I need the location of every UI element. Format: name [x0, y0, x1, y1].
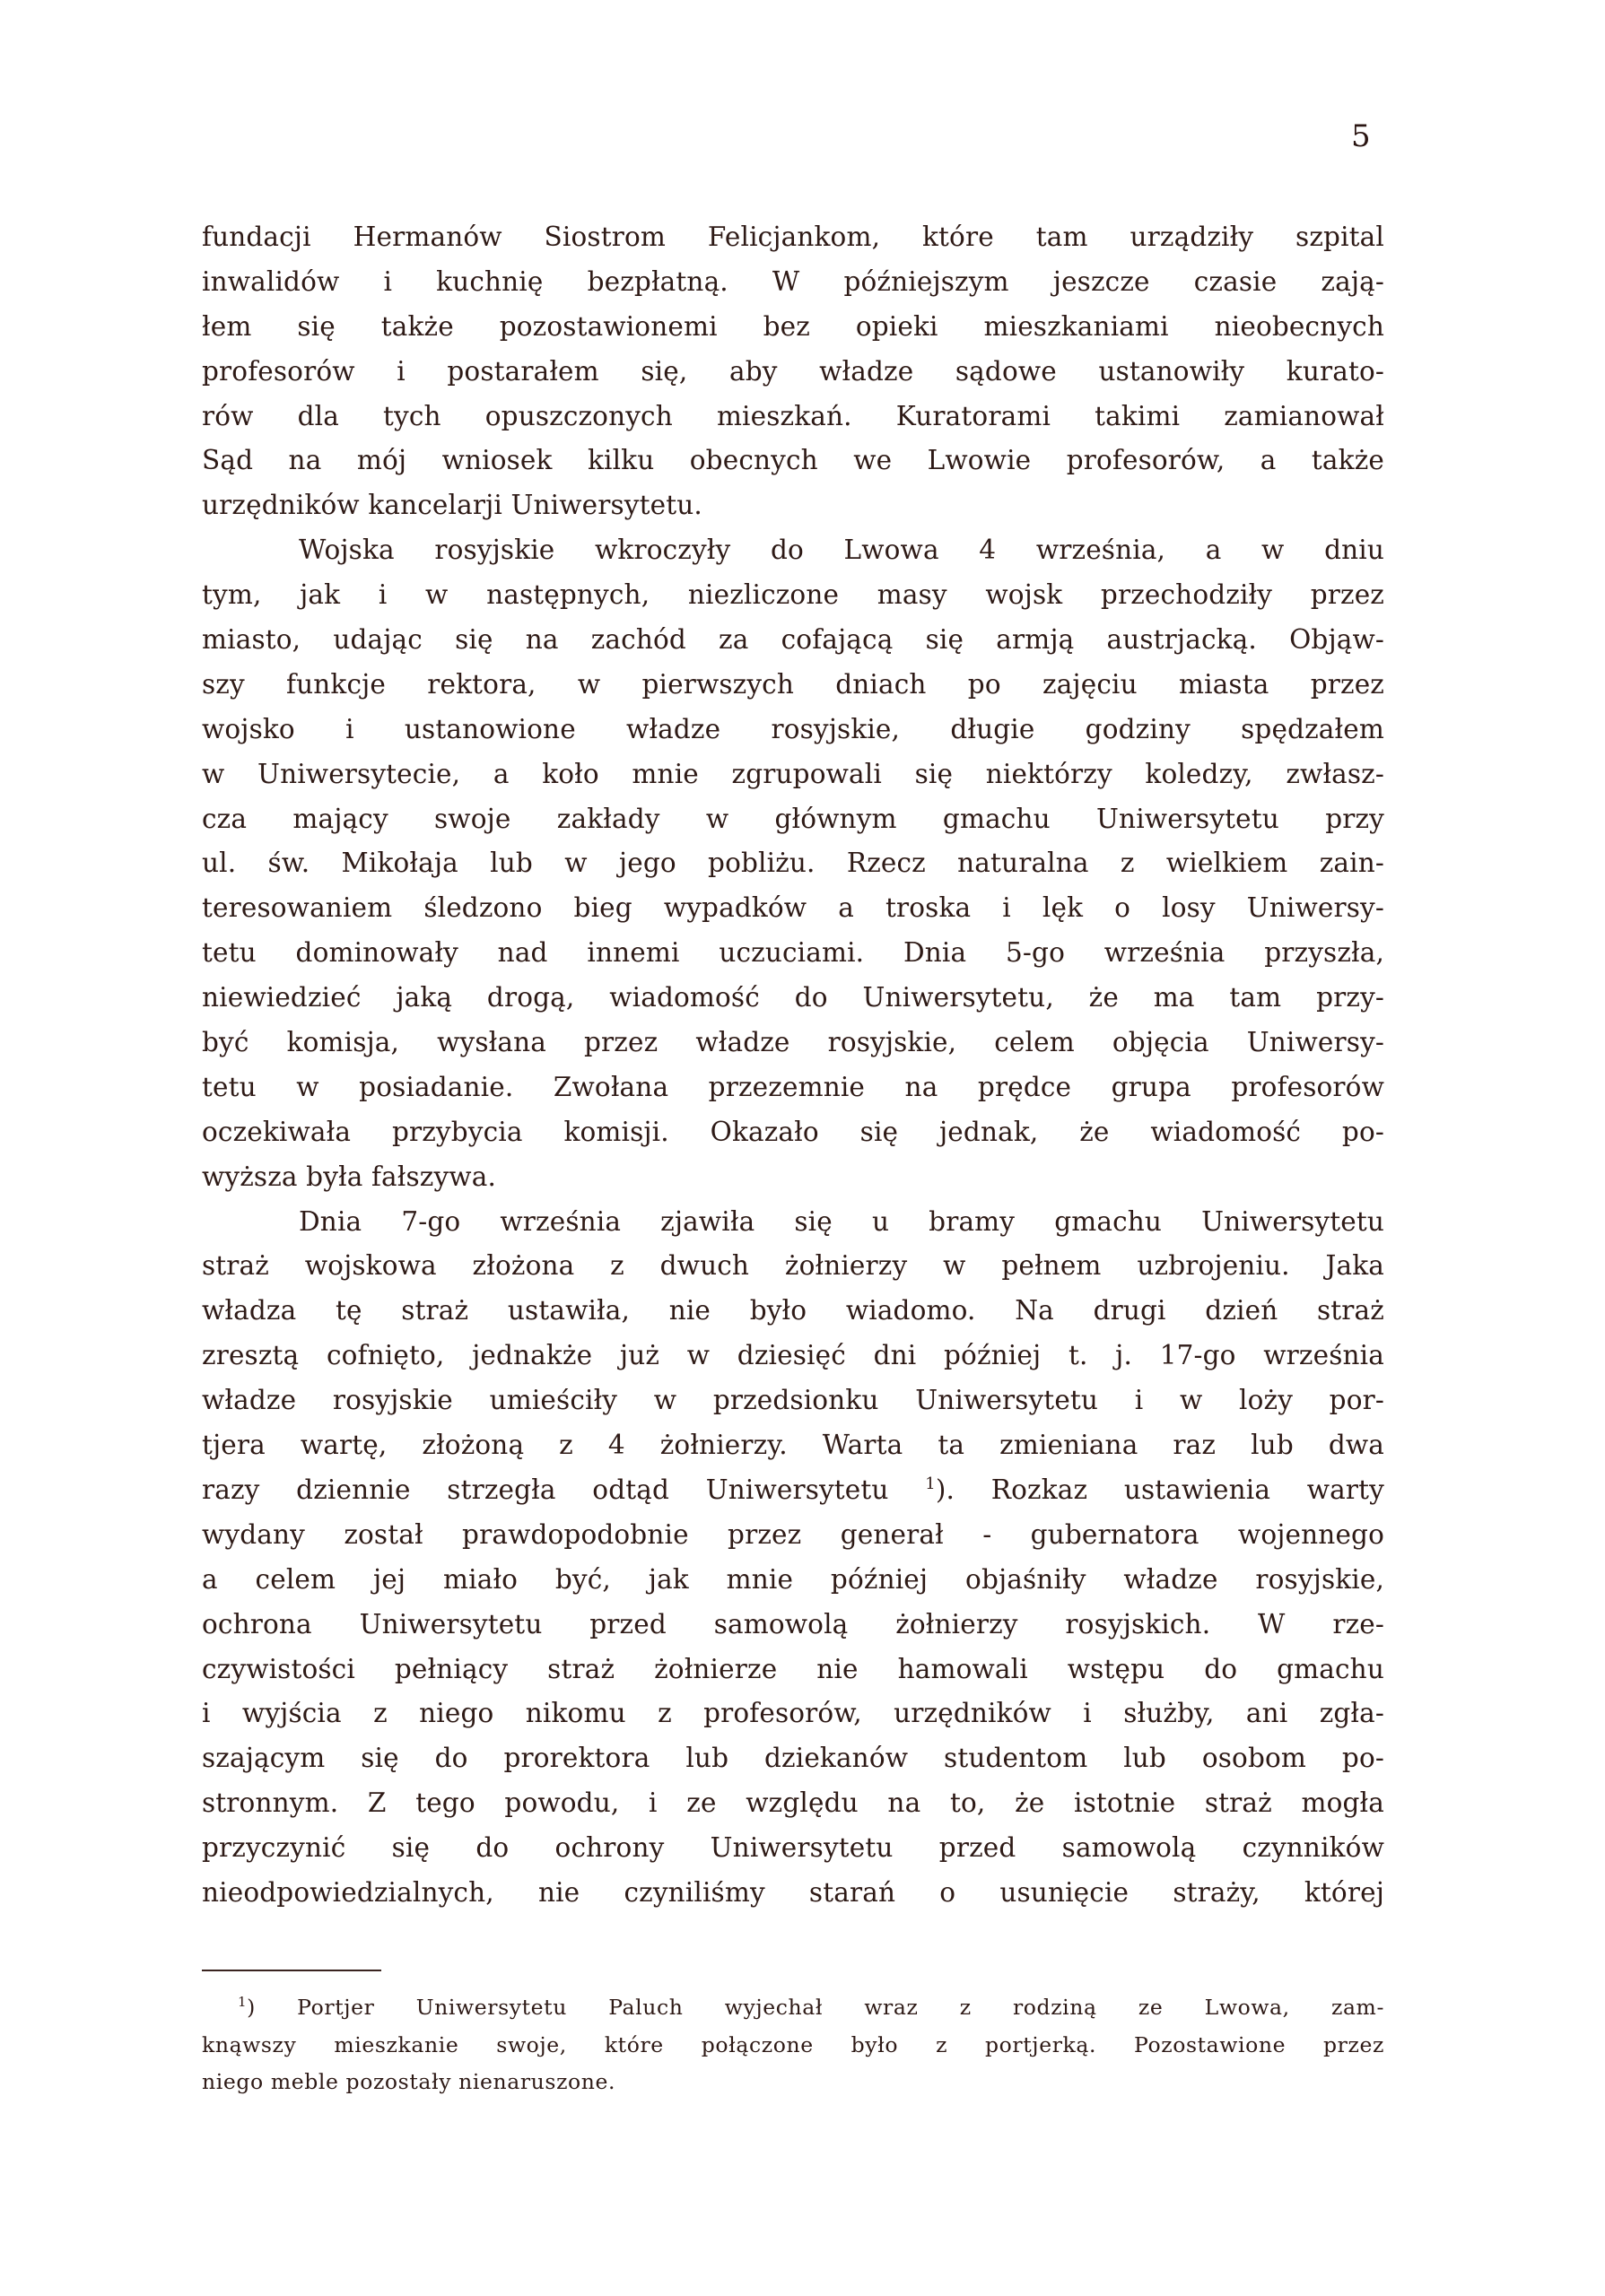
footnote-line: niego meble pozostały nienaruszone. — [202, 2069, 616, 2094]
text-line: a celem jej miało być, jak mnie później objaśniły władze rosyjskie, — [202, 1563, 1384, 1595]
text-line: władza tę straż ustawiła, nie było wiadomo. Na drugi dzień straż — [202, 1295, 1384, 1326]
text-line: ul. św. Mikołaja lub w jego pobliżu. Rzecz naturalna z wielkiem zain- — [202, 848, 1384, 879]
footnote-line-text: ) Portjer Uniwersytetu Paluch wyjechał wraz z rodziną ze Lwowa, zam- — [247, 1995, 1384, 2020]
text-line: tetu w posiadanie. Zwołana przezemnie na prędce grupa profesorów — [202, 1071, 1384, 1102]
text-line: fundacji Hermanów Siostrom Felicjankom, które tam urządziły szpital — [202, 222, 1384, 252]
text-line: rów dla tych opuszczonych mieszkań. Kuratorami takimi zamianował — [202, 400, 1384, 431]
text-line: profesorów i postarałem się, aby władze sądowe ustanowiły kurato- — [202, 355, 1384, 387]
text-line: wydany został prawdopodobnie przez generał - gubernatora wojennego — [202, 1518, 1384, 1550]
text-line: władze rosyjskie umieściły w przedsionku Uniwersytetu i w loży por- — [202, 1385, 1384, 1416]
text-line: tetu dominowały nad innemi uczuciami. Dnia 5-go września przyszła, — [202, 937, 1384, 969]
text-line: wojsko i ustanowione władze rosyjskie, długie godziny spędzałem — [202, 713, 1384, 744]
footnote-line — [202, 1989, 1384, 2027]
text-line: w Uniwersytecie, a koło mnie zgrupowali się niektórzy koledzy, zwłasz- — [202, 758, 1384, 789]
text-line: być komisja, wysłana przez władze rosyjskie, celem objęcia Uniwersy- — [202, 1027, 1384, 1058]
text-line-paragraph-end: urzędników kancelarji Uniwersytetu. — [202, 490, 702, 521]
footnote-divider — [202, 1970, 381, 1971]
footnote-reference[interactable]: 1 — [925, 1474, 936, 1493]
text-line: i wyjścia z niego nikomu z profesorów, urzędników i służby, ani zgła- — [202, 1698, 1384, 1729]
text-line: stronnym. Z tego powodu, i ze względu na to, że istotnie straż mogła — [202, 1787, 1384, 1819]
text-line: ochrona Uniwersytetu przed samowolą żołnierzy rosyjskich. W rze- — [202, 1608, 1384, 1639]
body-text — [202, 215, 1384, 1916]
text-line: szającym się do prorektora lub dziekanów studentom lub osobom po- — [202, 1743, 1384, 1774]
text-line: miasto, udając się na zachód za cofającą się armją austrjacką. Objąw- — [202, 624, 1384, 656]
text-line: tjera wartę, złożoną z 4 żołnierzy. Warta ta zmieniana raz lub dwa — [202, 1430, 1384, 1461]
text-line: nieodpowiedzialnych, nie czyniliśmy starań o usunięcie straży, której — [202, 1876, 1384, 1908]
text-line: niewiedzieć jaką drogą, wiadomość do Uniwersytetu, że ma tam przy- — [202, 982, 1384, 1013]
text-line-head: razy dziennie strzegła odtąd Uniwersytetu — [202, 1474, 889, 1505]
footnote-line: knąwszy mieszkanie swoje, które połączone było z portjerką. Pozostawione przez — [202, 2031, 1384, 2057]
text-line: Sąd na mój wniosek kilku obecnych we Lwowie profesorów, a także — [202, 445, 1384, 476]
text-line-with-footnote-ref — [202, 1468, 1384, 1513]
text-line: szy funkcje rektora, w pierwszych dniach po zajęciu miasta przez — [202, 668, 1384, 700]
text-line: łem się także pozostawionemi bez opieki mieszkaniami nieobecnych — [202, 310, 1384, 342]
text-line: inwalidów i kuchnię bezpłatną. W późniejszym jeszcze czasie zają- — [202, 265, 1384, 297]
text-line-paragraph-start: Dnia 7-go września zjawiła się u bramy gmachu Uniwersytetu — [299, 1205, 1384, 1237]
text-line: cza mający swoje zakłady w głównym gmachu Uniwersytetu przy — [202, 803, 1384, 834]
footnotes — [202, 1989, 1384, 2101]
page-number: 5 — [1351, 118, 1371, 154]
text-line: tym, jak i w następnych, niezliczone masy wojsk przechodziły przez — [202, 579, 1384, 611]
text-line: teresowaniem śledzono bieg wypadków a troska i lęk o losy Uniwersy- — [202, 892, 1384, 924]
text-line-paragraph-start: Wojska rosyjskie wkroczyły do Lwowa 4 września, a w dniu — [299, 535, 1384, 566]
text-line-paragraph-end: wyższa była fałszywa. — [202, 1161, 496, 1192]
text-line-tail: ). Rozkaz ustawienia warty — [935, 1474, 1384, 1505]
text-line: straż wojskowa złożona z dwuch żołnierzy w pełnem uzbrojeniu. Jaka — [202, 1250, 1384, 1282]
text-line: oczekiwała przybycia komisji. Okazało się jednak, że wiadomość po- — [202, 1116, 1384, 1147]
text-line: przyczynić się do ochrony Uniwersytetu przed samowolą czynników — [202, 1832, 1384, 1864]
text-line: zresztą cofnięto, jednakże już w dziesięć dni później t. j. 17-go września — [202, 1340, 1384, 1371]
footnote-marker: 1 — [238, 1994, 248, 2010]
text-line: czywistości pełniący straż żołnierze nie hamowali wstępu do gmachu — [202, 1653, 1384, 1684]
